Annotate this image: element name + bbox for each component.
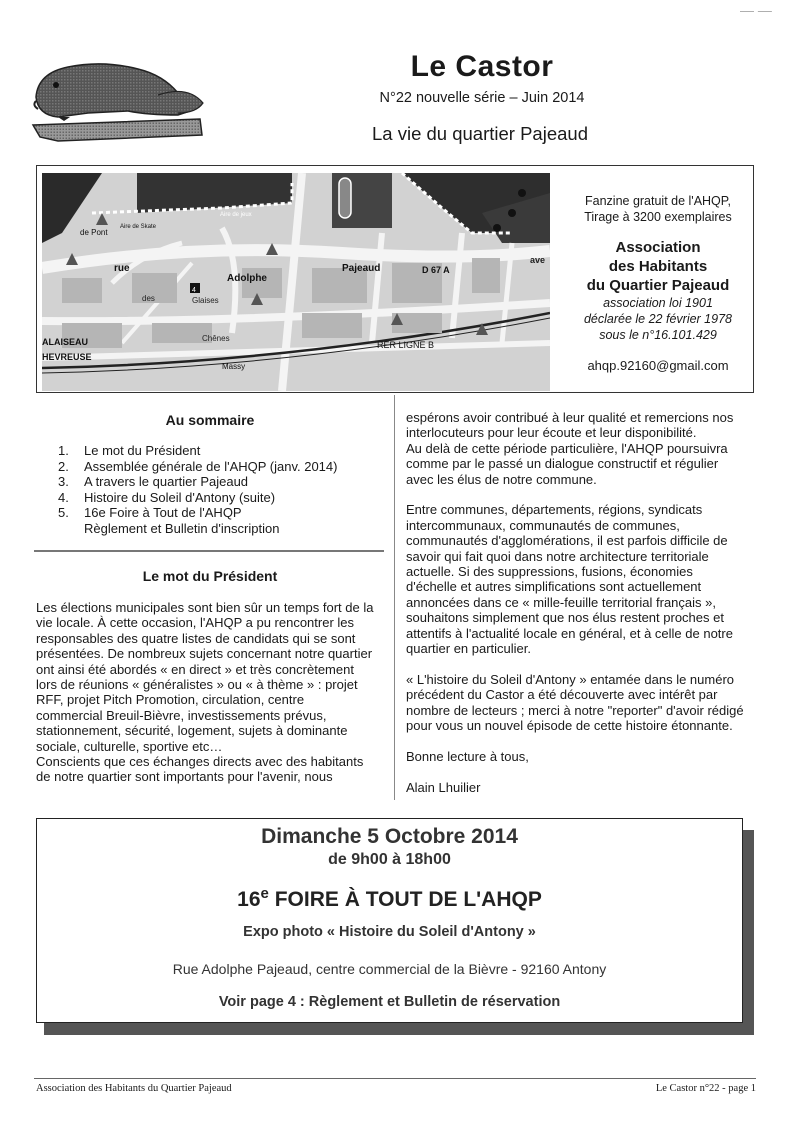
- beaver-logo: [28, 55, 206, 150]
- scan-mark: — —: [740, 2, 772, 18]
- legal-status: association loi 1901: [603, 296, 713, 310]
- svg-text:Chênes: Chênes: [202, 334, 230, 343]
- fanzine-line: Fanzine gratuit de l'AHQP,: [585, 194, 731, 208]
- svg-text:des: des: [142, 294, 155, 303]
- event-address: Rue Adolphe Pajeaud, centre commercial de la Bièvre - 92160 Antony: [172, 961, 607, 977]
- event-date: Dimanche 5 Octobre 2014: [261, 825, 518, 848]
- signature: Alain Lhuilier: [406, 779, 481, 795]
- svg-text:ALAISEAU: ALAISEAU: [42, 337, 89, 347]
- toc-item: 3. A travers le quartier Pajeaud: [58, 474, 249, 490]
- toc-item: 1. Le mot du Président: [58, 443, 201, 458]
- print-run-line: Tirage à 3200 exemplaires: [584, 210, 732, 224]
- association-name: Association: [615, 239, 701, 256]
- svg-text:ave: ave: [530, 255, 546, 265]
- svg-text:Glaises: Glaises: [192, 296, 219, 305]
- contact-email[interactable]: ahqp.92160@gmail.com: [587, 358, 729, 373]
- column-divider: [394, 395, 395, 800]
- legal-status: déclarée le 22 février 1978: [583, 312, 732, 326]
- association-name: du Quartier Pajeaud: [586, 277, 730, 294]
- svg-text:D 67 A: D 67 A: [422, 265, 450, 275]
- footer-association: Association des Habitants du Quartier Pajeaud: [36, 1083, 232, 1094]
- svg-text:de Pont: de Pont: [80, 228, 108, 237]
- issue-number: N°22 nouvelle série – Juin 2014: [379, 90, 585, 106]
- newsletter-title: Le Castor: [410, 50, 554, 83]
- svg-text:HEVREUSE: HEVREUSE: [42, 352, 92, 362]
- event-expo: Expo photo « Histoire du Soleil d'Antony »: [243, 924, 536, 940]
- svg-text:Massy: Massy: [222, 362, 246, 371]
- footer-rule: [34, 1078, 756, 1079]
- neighborhood-map: [42, 173, 550, 391]
- president-text-left: Les élections municipales sont bien sûr un temps fort de la vie locale. À cette occasion, l'AHQP a pu rencontrer les responsables des quatre listes de candidats qui se sont présentées. De nombreux sujets concernant notre quartier ont ainsi été abordés « en direct » et très concrètement lors de réunions « généralistes » ou « à thème » : projet RFF, projet Pitch Promotion, circulation, centre commercial Breuil-Bièvre, investissements prévus, stationnement, sécurité, logement, sujets à dominante sociale, culturelle, sportive etc… Conscients que ces échanges directs avec des habitants de notre quartier sont importants pour l'avenir, nous: [36, 600, 374, 785]
- president-text-right: [406, 410, 756, 795]
- closing-line: Bonne lecture à tous,: [406, 748, 529, 764]
- svg-text:4: 4: [192, 287, 196, 294]
- president-heading: Le mot du Président: [142, 568, 278, 584]
- event-title: 16e FOIRE À TOUT DE L'AHQP: [237, 885, 542, 911]
- event-hours: de 9h00 à 18h00: [328, 851, 451, 868]
- paragraph: « L'histoire du Soleil d'Antony » entamée dans le numéro précédent du Castor a été découverte avec intérêt par nombre de lecteurs ; merci à notre "reporter" d'avoir rédigé pour vous un nouvel épisode de cette histoire étonnante.: [406, 671, 744, 734]
- event-announcement: [36, 818, 743, 1023]
- toc-item: 2. Assemblée générale de l'AHQP (janv. 2014): [58, 458, 338, 474]
- svg-text:RER LIGNE B: RER LIGNE B: [377, 340, 435, 350]
- toc-item: 4. Histoire du Soleil d'Antony (suite): [58, 489, 276, 505]
- legal-status: sous le n°16.101.429: [599, 328, 717, 342]
- paragraph: espérons avoir contribué à leur qualité et remercions nos interlocuteurs pour leur écoute et leur disponibilité. Au delà de cette période particulière, l'AHQP poursuivra comme par le passé un dialogue constructif et régulier avec les élus de notre commune.: [406, 410, 734, 487]
- svg-text:Aire de Skate: Aire de Skate: [120, 224, 157, 230]
- toc-item-sub: Règlement et Bulletin d'inscription: [84, 520, 280, 536]
- footer-page-number: Le Castor n°22 - page 1: [655, 1083, 756, 1094]
- event-reference: Voir page 4 : Règlement et Bulletin de réservation: [218, 994, 561, 1010]
- svg-text:Pajeaud: Pajeaud: [342, 263, 381, 274]
- section-divider: [34, 550, 384, 552]
- newsletter-subtitle: La vie du quartier Pajeaud: [372, 123, 588, 144]
- svg-text:Aire de jeux: Aire de jeux: [220, 212, 252, 218]
- table-of-contents: [58, 443, 378, 537]
- svg-text:rue: rue: [114, 263, 130, 274]
- publication-info: [566, 193, 750, 373]
- summary-heading: Au sommaire: [165, 412, 255, 428]
- svg-text:Adolphe: Adolphe: [227, 273, 267, 284]
- association-name: des Habitants: [608, 258, 708, 275]
- toc-item: 5. 16e Foire à Tout de l'AHQP: [58, 505, 242, 521]
- paragraph: Entre communes, départements, régions, syndicats intercommunaux, communautés de communes, communautés d'agglomérations, il est parfois difficile de savoir qui fait quoi dans notre architecture territoriale actuelle. Si des suppressions, fusions, économies d'échelle et autres simplifications sont actuellement annoncées dans ce « mille-feuille territorial français », souhaitons simplement que nos élus restent proches et attentifs à l'actualité locale en général, et à celle de notre quartier en particulier.: [406, 502, 733, 657]
